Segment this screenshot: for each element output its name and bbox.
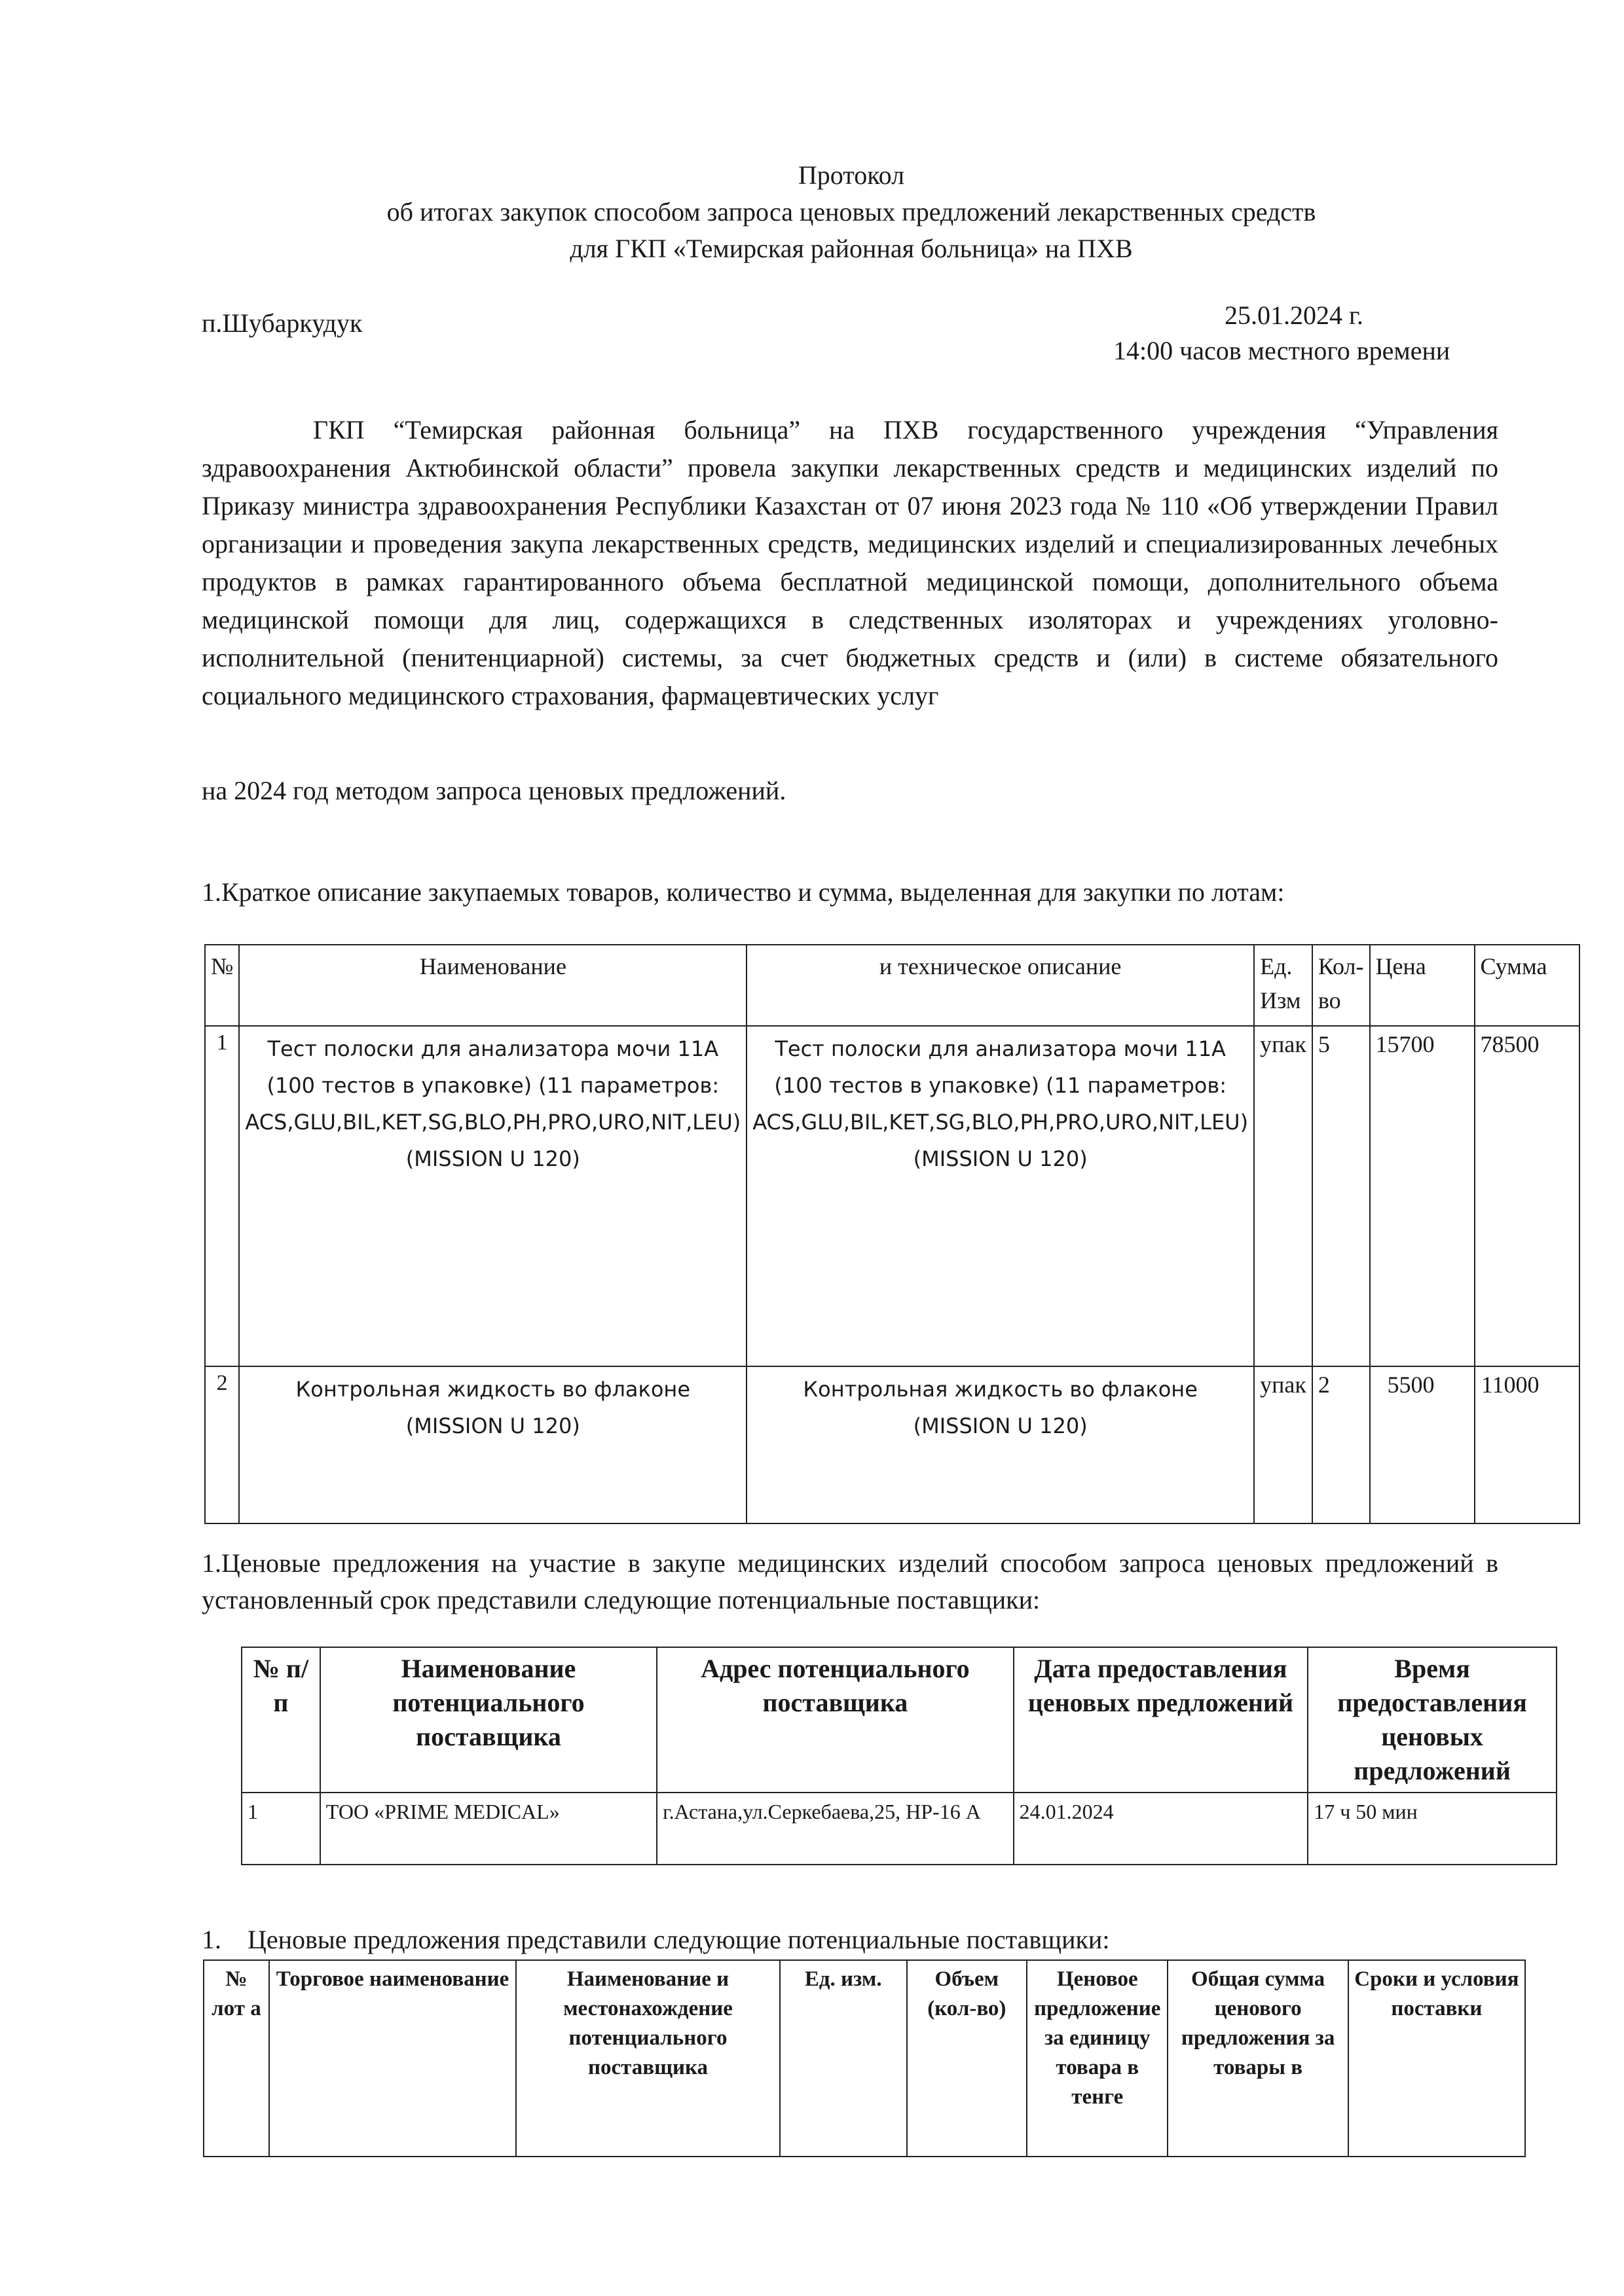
col-header-trade-name: Торговое наименование [269,1960,516,2157]
col-header-time: Время предоставления ценовых предложений [1308,1647,1557,1793]
supplier-address: г.Астана,ул.Серкебаева,25, НР-16 А [657,1793,1013,1865]
lots-table [204,944,1580,1524]
col-header-description: и техническое описание [747,945,1254,1026]
lot-sum: 78500 [1475,1026,1579,1366]
lot-price: 15700 [1370,1026,1475,1366]
offers-table-header [204,1960,1525,2157]
col-header-unit: Ед. изм. [780,1960,907,2157]
col-header-qty: Кол-во [1312,945,1370,1026]
col-header-sum: Сумма [1475,945,1579,1026]
lot-description: Контрольная жидкость во флаконе (MISSION U 120) [747,1366,1254,1523]
document-subtitle-line1: об итогах закупок способом запроса ценовых предложений лекарственных средств [386,197,1316,227]
col-header-unit: Ед. Изм [1254,945,1312,1026]
col-header-date: Дата предоставления ценовых предложений [1014,1647,1308,1793]
place: п.Шубаркудук [202,308,363,338]
section3-heading [202,1922,1109,1958]
suppliers-table [241,1647,1557,1865]
table-row [205,1026,1579,1366]
lot-unit: упак [1254,1366,1312,1523]
col-header-volume: Объем (кол-во) [907,1960,1027,2157]
supplier-date: 24.01.2024 [1014,1793,1308,1865]
supplier-number: 1 [242,1793,320,1865]
col-header-price: Цена [1370,945,1475,1026]
suppliers-table-header [242,1647,1557,1793]
time: 14:00 часов местного времени [1113,336,1450,365]
lot-qty: 5 [1312,1026,1370,1366]
lot-number: 1 [205,1026,239,1366]
lot-name: Контрольная жидкость во флаконе (MISSION U 120) [239,1366,747,1523]
col-header-no: № п/п [242,1647,320,1793]
lot-unit: упак [1254,1026,1312,1366]
section3-heading-text: Ценовые предложения представили следующие потенциальные поставщики: [248,1925,1110,1954]
table-row [242,1793,1557,1865]
document-subtitle-line2: для ГКП «Темирская районная больница» на ПХВ [570,234,1133,263]
col-header-address: Адрес потенциального поставщика [657,1647,1013,1793]
supplier-time: 17 ч 50 мин [1308,1793,1557,1865]
col-header-delivery-terms: Сроки и условия поставки [1348,1960,1525,2157]
col-header-supplier: Наименование потенциального поставщика [320,1647,657,1793]
intro-text: ГКП “Темирская районная больница” на ПХВ государственного учреждения “Управления здравоохранения Актюбинской области” провела закупки лекарственных средств и медицинских изделий по Приказу министра здравоохранения Республики Казахстан от 07 июня 2023 года № 110 «Об утверждении Правил организации и проведения закупа лекарственных средств, медицинских изделий и специализированных лечебных продуктов в рамках гарантированного объема бесплатной медицинской помощи, дополнительного объема медицинской помощи для лиц, содержащихся в следственных изоляторах и учреждениях уголовно-исполнительной (пенитенциарной) системы, за счет бюджетных средств и (или) в системе обязательного социального медицинского страхования, фармацевтических услуг [202,415,1498,710]
document-title: Протокол [798,160,905,190]
protocol-header [196,157,1506,267]
supplier-name: ТОО «PRIME MEDICAL» [320,1793,657,1865]
date: 25.01.2024 г. [1225,301,1363,330]
col-header-name: Наименование [239,945,747,1026]
lot-qty: 2 [1312,1366,1370,1523]
col-header-no: № [205,945,239,1026]
table-row [205,1366,1579,1523]
lot-name: Тест полоски для анализатора мочи 11А (100 тестов в упаковке) (11 параметров: ACS,GLU,BIL,KET,SG,BLO,PH,PRO,URO,NIT,LEU) (MISSION U 120) [239,1026,747,1366]
offers-table [203,1959,1526,2157]
section3-number: 1. [202,1925,221,1954]
section1-heading: 1.Краткое описание закупаемых товаров, количество и сумма, выделенная для закупки по лотам: [202,877,1285,907]
col-header-supplier-name-location: Наименование и местонахождение потенциального поставщика [516,1960,780,2157]
col-header-lot-no: № лот а [204,1960,269,2157]
lot-description: Тест полоски для анализатора мочи 11А (100 тестов в упаковке) (11 параметров: ACS,GLU,BIL,KET,SG,BLO,PH,PRO,URO,NIT,LEU) (MISSION U 120) [747,1026,1254,1366]
lot-number: 2 [205,1366,239,1523]
intro-tail: на 2024 год методом запроса ценовых предложений. [202,776,786,805]
section2-heading: 1.Ценовые предложения на участие в закупе медицинских изделий способом запроса ценовых предложений в установленный срок представили следующие потенциальные поставщики: [202,1548,1498,1614]
lot-sum: 11000 [1475,1366,1579,1523]
lot-price: 5500 [1370,1366,1475,1523]
col-header-unit-price: Ценовое предложение за единицу товара в тенге [1027,1960,1168,2157]
col-header-total-sum: Общая сумма ценового предложения за товары в [1168,1960,1348,2157]
lots-table-header [205,945,1579,1026]
intro-paragraph [202,411,1498,715]
